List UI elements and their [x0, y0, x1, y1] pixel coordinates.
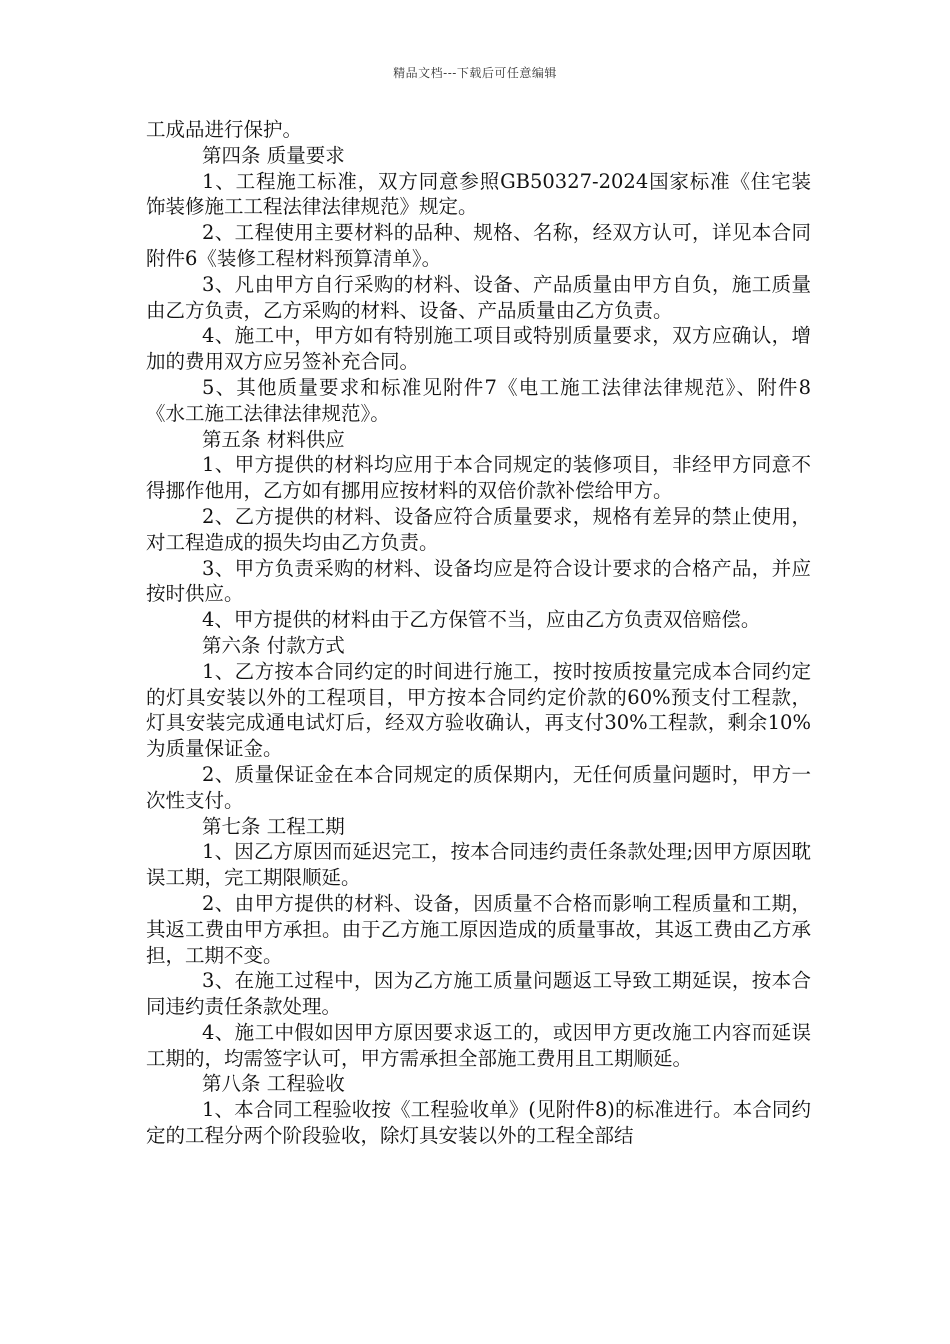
paragraph: 4、甲方提供的材料由于乙方保管不当，应由乙方负责双倍赔偿。: [202, 608, 761, 632]
section-heading: 第四条 质量要求: [202, 143, 345, 167]
document-body: [146, 117, 811, 1149]
paragraph: 3、凡由甲方自行采购的材料、设备、产品质量由甲方自负，施工质量由乙方负责，乙方采购的材料、设备、产品质量由乙方负责。: [146, 272, 811, 322]
page-header: 精品文档---下载后可任意编辑: [393, 66, 557, 80]
paragraph: 1、本合同工程验收按《工程验收单》(见附件8)的标准进行。本合同约定的工程分两个阶段验收，除灯具安装以外的工程全部结: [146, 1098, 811, 1148]
paragraph: 1、工程施工标准，双方同意参照GB50327-2024国家标准《住宅装饰装修施工工程法律法律规范》规定。: [146, 169, 811, 219]
section-heading: 第七条 工程工期: [202, 814, 345, 838]
paragraph: 3、甲方负责采购的材料、设备均应是符合设计要求的合格产品，并应按时供应。: [146, 556, 811, 606]
paragraph: 1、乙方按本合同约定的时间进行施工，按时按质按量完成本合同约定的灯具安装以外的工程项目，甲方按本合同约定价款的60%预支付工程款，灯具安装完成通电试灯后，经双方验收确认，再支付30%工程款，剩余10%为质量保证金。: [146, 659, 811, 761]
paragraph: 4、施工中，甲方如有特别施工项目或特别质量要求，双方应确认，增加的费用双方应另签补充合同。: [146, 324, 811, 374]
paragraph: 1、甲方提供的材料均应用于本合同规定的装修项目，非经甲方同意不得挪作他用，乙方如有挪用应按材料的双倍价款补偿给甲方。: [146, 453, 811, 503]
section-heading: 第八条 工程验收: [202, 1072, 345, 1096]
paragraph: 3、在施工过程中，因为乙方施工质量问题返工导致工期延误，按本合同违约责任条款处理。: [146, 969, 811, 1019]
paragraph: 5、其他质量要求和标准见附件7《电工施工法律法律规范》、附件8《水工施工法律法律规范》。: [146, 375, 811, 425]
section-heading: 第六条 付款方式: [202, 633, 345, 657]
paragraph: 2、质量保证金在本合同规定的质保期内，无任何质量问题时，甲方一次性支付。: [146, 762, 811, 812]
paragraph: 1、因乙方原因而延迟完工，按本合同违约责任条款处理;因甲方原因耽误工期，完工期限顺延。: [146, 840, 811, 890]
paragraph: 2、工程使用主要材料的品种、规格、名称，经双方认可，详见本合同附件6《装修工程材料预算清单》。: [146, 221, 811, 270]
section-heading: 第五条 材料供应: [202, 427, 345, 451]
paragraph: 2、由甲方提供的材料、设备，因质量不合格而影响工程质量和工期，其返工费由甲方承担。由于乙方施工原因造成的质量事故，其返工费由乙方承担，工期不变。: [146, 891, 811, 967]
paragraph: 4、施工中假如因甲方原因要求返工的，或因甲方更改施工内容而延误工期的，均需签字认可，甲方需承担全部施工费用且工期顺延。: [146, 1020, 811, 1070]
paragraph: 2、乙方提供的材料、设备应符合质量要求，规格有差异的禁止使用，对工程造成的损失均由乙方负责。: [146, 504, 811, 554]
paragraph: 工成品进行保护。: [146, 118, 303, 141]
